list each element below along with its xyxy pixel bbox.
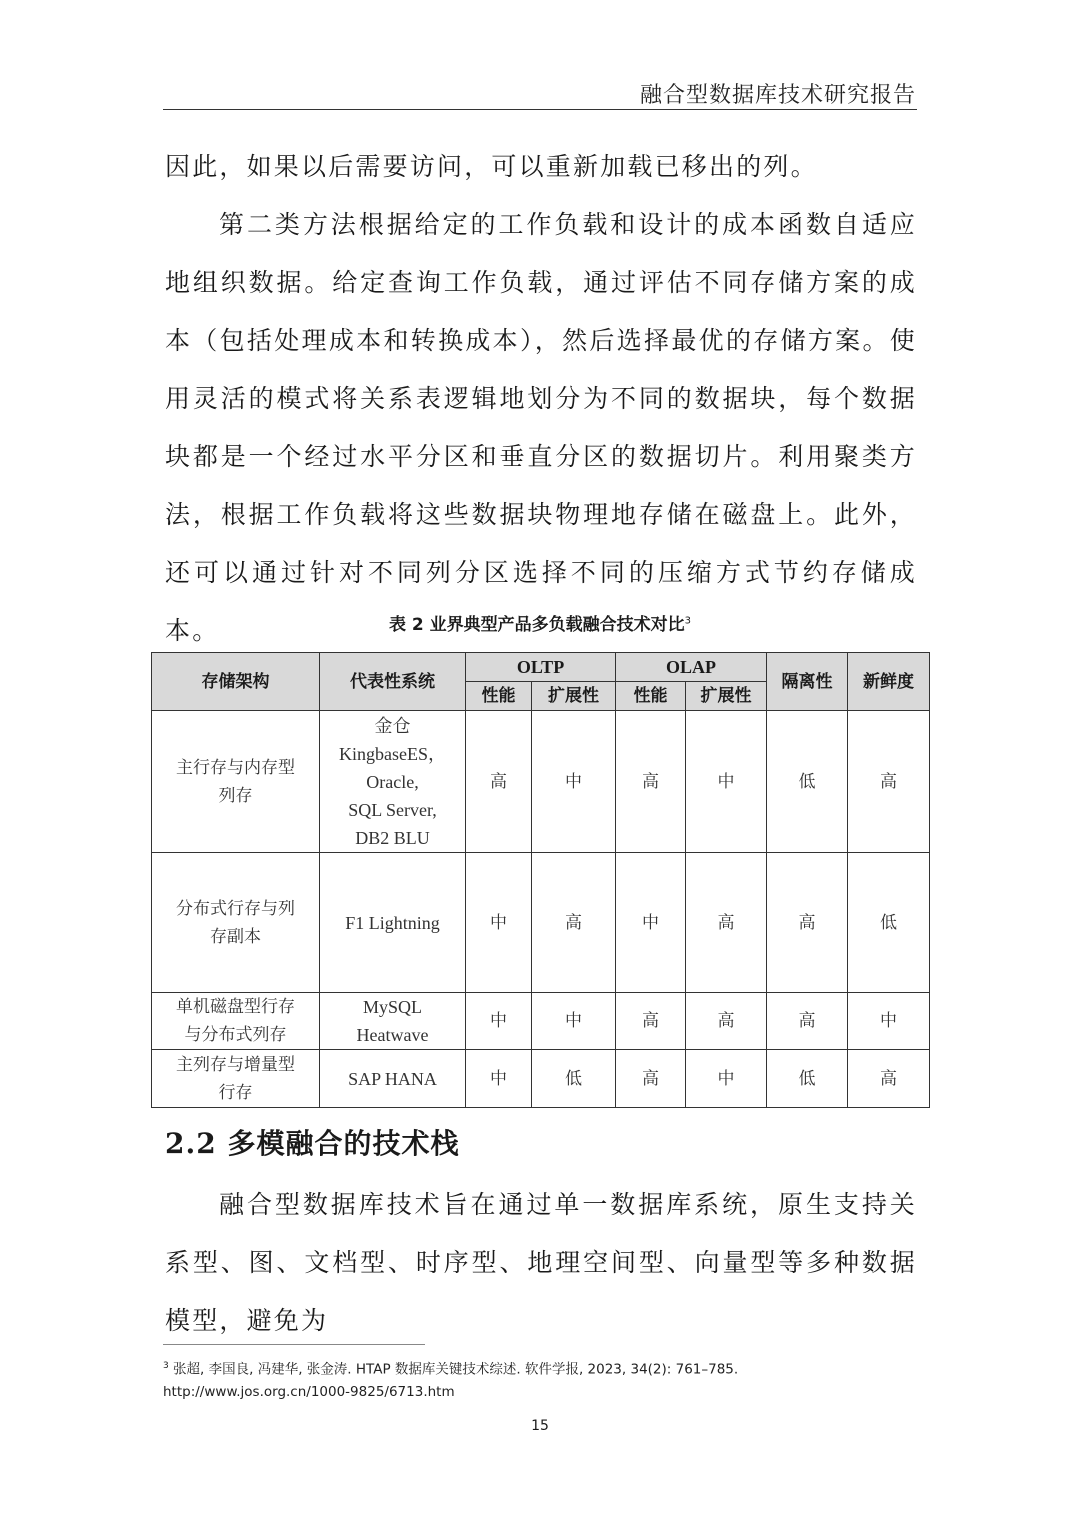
cell-isolation: 高 — [767, 853, 848, 993]
table-caption — [0, 610, 1080, 635]
cell-olap-perf: 高 — [616, 1050, 686, 1108]
footnote — [163, 1355, 923, 1403]
table-row — [152, 711, 930, 853]
page-number: 15 — [531, 1418, 549, 1434]
header-olap-perf: 性能 — [616, 682, 686, 711]
caption-footnote-ref: 3 — [684, 615, 692, 627]
cell-system: MySQL Heatwave — [320, 993, 466, 1050]
cell-freshness: 高 — [848, 1050, 930, 1108]
cell-olap-scale: 中 — [686, 1050, 767, 1108]
header-rule — [163, 109, 917, 110]
header-isolation: 隔离性 — [767, 653, 848, 711]
cell-storage: 主行存与内存型 列存 — [152, 711, 320, 853]
header-oltp: OLTP — [466, 653, 616, 682]
table-row — [152, 853, 930, 993]
paragraph-continued: 因此，如果以后需要访问，可以重新加载已移出的列。 — [165, 152, 818, 181]
cell-system: 金仓 KingbaseES， Oracle, SQL Server, DB2 BLU — [320, 711, 466, 853]
paragraph-multimodel: 融合型数据库技术旨在通过单一数据库系统，原生支持关系型、图、文档型、时序型、地理空间型、向量型等多种数据模型，避免为 — [165, 1190, 917, 1335]
cell-storage: 单机磁盘型行存 与分布式列存 — [152, 993, 320, 1050]
running-header: 融合型数据库技术研究报告 — [639, 83, 916, 108]
cell-freshness: 中 — [848, 993, 930, 1050]
section-heading: 2.2 多模融合的技术栈 — [165, 1127, 460, 1160]
cell-oltp-perf: 中 — [466, 853, 532, 993]
header-storage: 存储架构 — [152, 653, 320, 711]
cell-olap-perf: 高 — [616, 993, 686, 1050]
table-row — [152, 1050, 930, 1108]
cell-oltp-scale: 中 — [532, 993, 616, 1050]
cell-olap-perf: 高 — [616, 711, 686, 853]
cell-oltp-perf: 高 — [466, 711, 532, 853]
header-oltp-perf: 性能 — [466, 682, 532, 711]
footnote-text: 张超, 李国良, 冯建华, 张金涛. HTAP 数据库关键技术综述. 软件学报, 2023, 34(2): 761–785. http://www.jos.org.cn/1000-9825/6713.htm — [163, 1361, 739, 1400]
body-text-top — [165, 138, 917, 660]
comparison-table — [151, 652, 930, 1108]
cell-isolation: 低 — [767, 1050, 848, 1108]
header-olap-scale: 扩展性 — [686, 682, 767, 711]
cell-olap-perf: 中 — [616, 853, 686, 993]
cell-system: F1 Lightning — [320, 853, 466, 993]
cell-olap-scale: 高 — [686, 853, 767, 993]
paragraph-adaptive-methods: 第二类方法根据给定的工作负载和设计的成本函数自适应地组织数据。给定查询工作负载，通过评估不同存储方案的成本（包括处理成本和转换成本），然后选择最优的存储方案。使用灵活的模式将关系表逻辑地划分为不同的数据块，每个数据块都是一个经过水平分区和垂直分区的数据切片。利用聚类方法，根据工作负载将这些数据块物理地存储在磁盘上。此外，还可以通过针对不同列分区选择不同的压缩方式节约存储成本。 — [165, 210, 917, 645]
cell-oltp-perf: 中 — [466, 1050, 532, 1108]
cell-system: SAP HANA — [320, 1050, 466, 1108]
header-system: 代表性系统 — [320, 653, 466, 711]
cell-olap-scale: 中 — [686, 711, 767, 853]
cell-olap-scale: 高 — [686, 993, 767, 1050]
cell-oltp-scale: 中 — [532, 711, 616, 853]
header-freshness: 新鲜度 — [848, 653, 930, 711]
header-oltp-scale: 扩展性 — [532, 682, 616, 711]
footnote-rule — [163, 1344, 425, 1345]
cell-freshness: 低 — [848, 853, 930, 993]
cell-oltp-perf: 中 — [466, 993, 532, 1050]
cell-storage: 分布式行存与列 存副本 — [152, 853, 320, 993]
footnote-marker: 3 — [163, 1361, 169, 1371]
header-olap: OLAP — [616, 653, 767, 682]
cell-isolation: 高 — [767, 993, 848, 1050]
cell-oltp-scale: 低 — [532, 1050, 616, 1108]
table-caption-text: 表 2 业界典型产品多负载融合技术对比 — [388, 615, 685, 635]
body-text-bottom — [165, 1176, 917, 1350]
table-row — [152, 993, 930, 1050]
cell-freshness: 高 — [848, 711, 930, 853]
cell-oltp-scale: 高 — [532, 853, 616, 993]
cell-storage: 主列存与增量型 行存 — [152, 1050, 320, 1108]
cell-isolation: 低 — [767, 711, 848, 853]
